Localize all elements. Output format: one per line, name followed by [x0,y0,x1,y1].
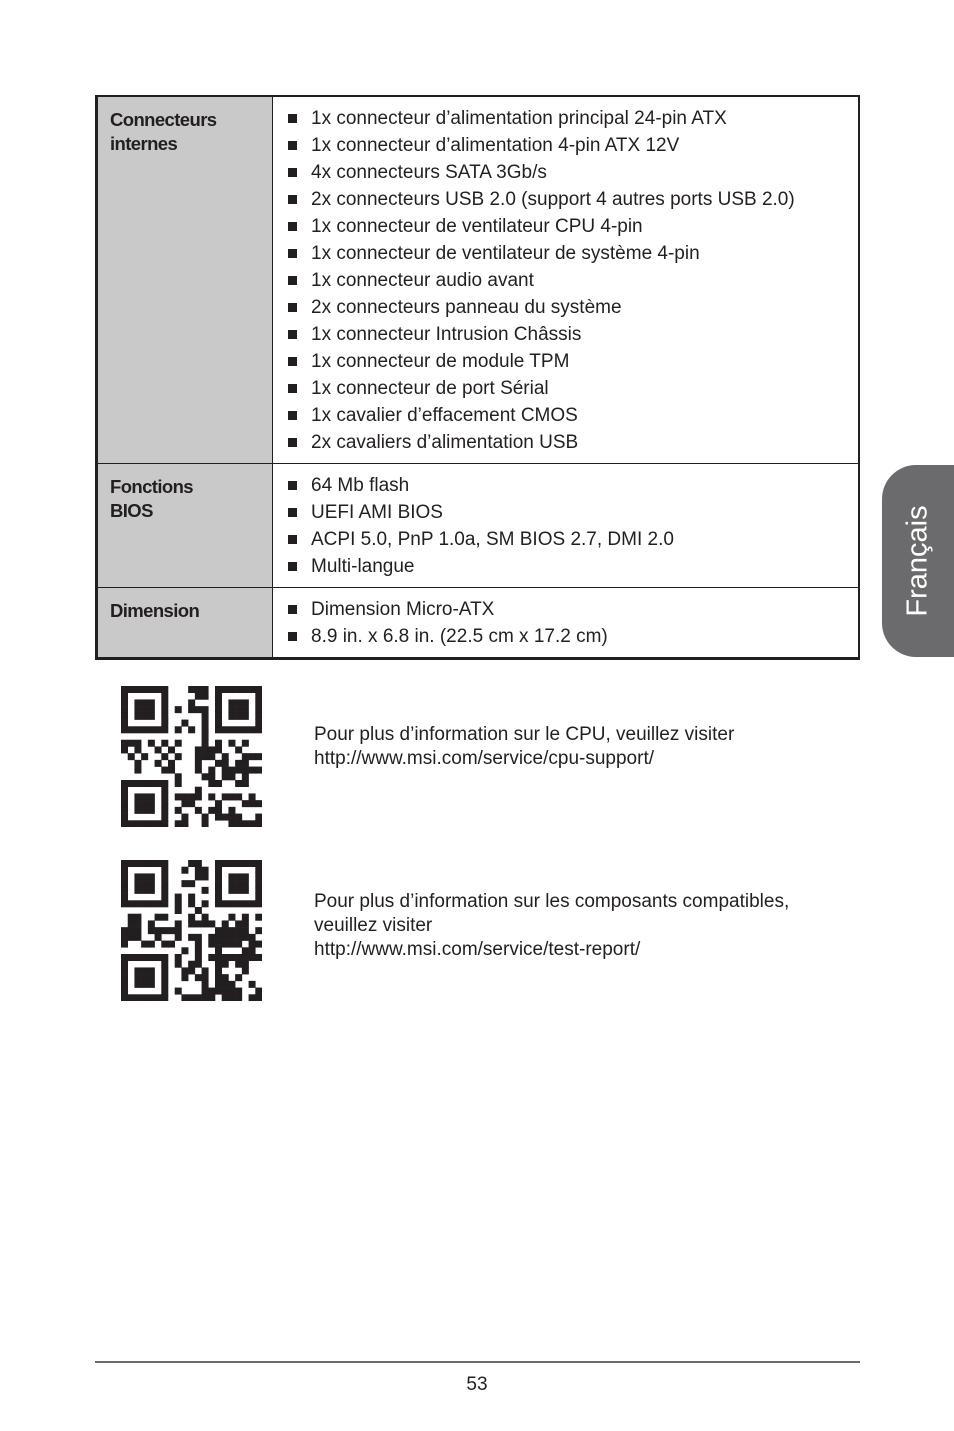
info-text: Pour plus d’information sur les composants compatibles, [314,891,790,912]
spec-item: 2x connecteurs USB 2.0 (support 4 autres ports USB 2.0) [287,186,858,213]
info-text: veuillez visiter [314,915,433,936]
spec-item: Dimension Micro-ATX [287,596,858,623]
language-tab-label: Français [901,505,934,617]
spec-label: Dimension [97,588,273,659]
info-text: Pour plus d’information sur le CPU, veuillez visiter [314,724,735,745]
spec-item: Multi-langue [287,553,858,580]
spec-item-list [287,596,858,650]
info-url: http://www.msi.com/service/test-report/ [314,939,641,960]
spec-item: 1x connecteur de module TPM [287,348,858,375]
spec-row-connectors [97,96,860,464]
cpu-support-info [314,723,734,771]
spec-item: 1x connecteur de port Sérial [287,375,858,402]
page-number: 53 [466,1374,488,1395]
spec-item: UEFI AMI BIOS [287,499,858,526]
spec-item: 1x connecteur de ventilateur CPU 4-pin [287,213,858,240]
spec-item-list [287,472,858,580]
spec-item: 1x connecteur d’alimentation 4-pin ATX 12V [287,132,858,159]
test-report-info [314,890,789,962]
spec-item: 2x connecteurs panneau du système [287,294,858,321]
spec-table [95,95,860,660]
spec-item: 1x connecteur d’alimentation principal 24-pin ATX [287,105,858,132]
spec-item: 1x connecteur de ventilateur de système 4-pin [287,240,858,267]
qr-code-icon [121,860,262,1001]
spec-label: Fonctions BIOS [97,464,273,588]
info-url: http://www.msi.com/service/cpu-support/ [314,748,654,769]
spec-item: ACPI 5.0, PnP 1.0a, SM BIOS 2.7, DMI 2.0 [287,526,858,553]
spec-item: 8.9 in. x 6.8 in. (22.5 cm x 17.2 cm) [287,623,858,650]
spec-label: Connecteurs internes [97,96,273,464]
qr-code-icon [121,686,262,827]
spec-item: 1x cavalier d’effacement CMOS [287,402,858,429]
footer-divider [95,1361,860,1363]
spec-item-list [287,105,858,456]
spec-item: 1x connecteur audio avant [287,267,858,294]
spec-item: 2x cavaliers d’alimentation USB [287,429,858,456]
spec-item: 4x connecteurs SATA 3Gb/s [287,159,858,186]
spec-item: 1x connecteur Intrusion Châssis [287,321,858,348]
spec-item: 64 Mb flash [287,472,858,499]
spec-row-bios [97,464,860,588]
language-side-tab [882,465,954,657]
spec-row-dimension [97,588,860,659]
